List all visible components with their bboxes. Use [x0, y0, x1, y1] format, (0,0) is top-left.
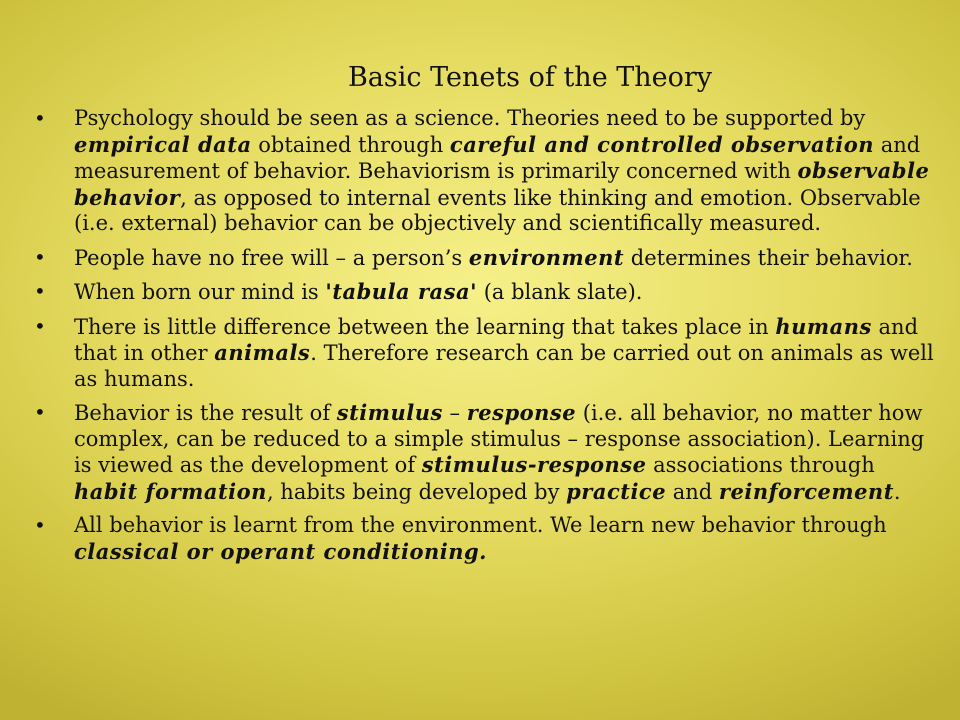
- bullet-text: . Therefore research can be carried out on animals as well as humans.: [74, 341, 934, 391]
- emphasized-term: observable behavior: [74, 158, 930, 210]
- bullet-text: and measurement of behavior. Behaviorism is primarily concerned with: [74, 132, 921, 183]
- bullet-item: [26, 513, 940, 565]
- bullet-dot-icon: •: [34, 244, 46, 269]
- bullet-dot-icon: •: [34, 400, 46, 424]
- bullet-list: [26, 106, 940, 573]
- bullet-text: , as opposed to internal events like thinking and emotion. Observable (i.e. external) behavior can be objectively and scientifically measured.: [74, 185, 921, 235]
- emphasized-term: environment: [468, 244, 625, 270]
- emphasized-term: classical or operant conditioning.: [74, 538, 487, 564]
- emphasized-term: stimulus-response: [421, 452, 647, 477]
- bullet-text: , habits being developed by: [266, 479, 567, 504]
- slide-title: Basic Tenets of the Theory: [347, 62, 713, 93]
- bullet-dot-icon: •: [34, 106, 46, 130]
- emphasized-term: response: [466, 400, 577, 425]
- bullet-text: and: [666, 479, 719, 504]
- bullet-text: People have no free will – a person’s: [74, 245, 469, 270]
- emphasized-term: careful and controlled observation: [449, 131, 875, 157]
- bullet-dot-icon: •: [34, 279, 46, 303]
- bullet-text: All behavior is learnt from the environment. We learn new behavior through: [74, 513, 887, 537]
- bullet-text: –: [442, 401, 467, 425]
- bullet-text: Behavior is the result of: [74, 401, 337, 425]
- bullet-dot-icon: •: [34, 313, 46, 338]
- bullet-text: determines their behavior.: [624, 245, 913, 270]
- emphasized-term: practice: [566, 478, 667, 504]
- bullet-text: When born our mind is: [74, 280, 326, 304]
- bullet-item: [26, 400, 940, 505]
- bullet-dot-icon: •: [34, 513, 46, 537]
- emphasized-term: animals: [214, 340, 311, 365]
- bullet-item: [26, 245, 940, 272]
- emphasized-term: humans: [775, 313, 872, 339]
- bullet-text: associations through: [646, 453, 875, 477]
- emphasized-term: habit formation: [74, 478, 267, 504]
- bullet-text: and that in other: [74, 314, 919, 365]
- emphasized-term: reinforcement: [718, 478, 894, 504]
- bullet-item: [26, 314, 940, 393]
- bullet-text: Psychology should be seen as a science. Theories need to be supported by: [74, 106, 866, 130]
- emphasized-term: stimulus: [336, 400, 443, 425]
- bullet-text: .: [893, 479, 901, 504]
- bullet-item: [26, 106, 940, 237]
- bullet-text: There is little difference between the learning that takes place in: [74, 314, 776, 339]
- emphasized-term: 'tabula rasa': [325, 279, 478, 304]
- bullet-item: [26, 279, 940, 306]
- bullet-text: (i.e. all behavior, no matter how complex, can be reduced to a simple stimulus – response association). Learning is viewed as the development of: [74, 401, 925, 477]
- bullet-text: (a blank slate).: [477, 280, 643, 304]
- emphasized-term: empirical data: [74, 131, 252, 157]
- bullet-text: obtained through: [251, 132, 450, 157]
